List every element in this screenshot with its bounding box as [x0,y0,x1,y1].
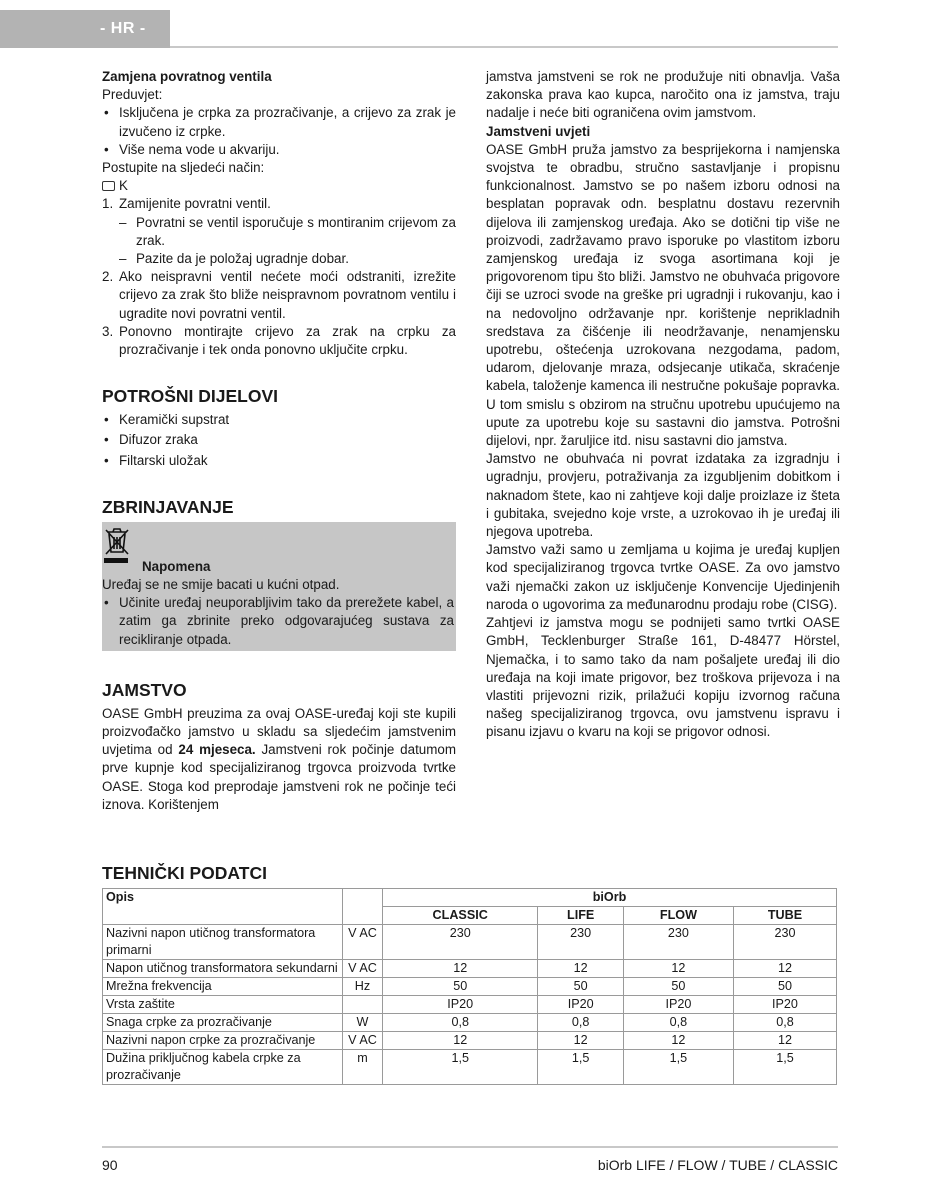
row-description: Nazivni napon utičnog transformatora primarni [103,925,343,960]
sub-item: – Pazite da je položaj ugradnje dobar. [102,250,456,268]
row-value: 1,5 [538,1050,624,1085]
row-description: Snaga crpke za prozračivanje [103,1014,343,1032]
row-value: 0,8 [733,1014,836,1032]
terms-paragraph: OASE GmbH pruža jamstvo za besprijekorna i namjenska svojstva te obradbu, stručno sastavljanje i propisnu funkcionalnost. Jamstvo se po našem izboru odnosi na besplatan popravak odn. besplatnu dostavu rezervnih dijelova ili zamjenskog uređaja. Ako se dotični tip više ne proizvodi, zadržavamo pravo isporuke po vlastitom izboru zamjenskog uređaja iz svoga asortimana koji je prigovorenom tipu što bliži. Jamstvo ne obuhvaća prigovore čiji se uzroci svode na greške pri ugradnji i rukovanju, kao i na nedovoljno održavanje npr. korištenje neprikladnih sredstava za čišćenje ili neodržavanje, nenamjensku upotrebu, oštećenja uzrokovana nezgodama, padom, udarom, djelovanje mraza, odsjecanje utikača, skraćenje kabela, taloženje kamenca ili nestručne pokušaje popravka. U tom smislu s obzirom na stručnu upotrebu upućujemo na upute za upotrebu koje su sastavni dio jamstva. Potrošni dijelovi, npr. žaruljice itd. nisu sastavni dio jamstva. [486,141,840,449]
row-value: 1,5 [623,1050,733,1085]
terms-paragraph: Jamstvo ne obuhvaća ni povrat izdataka za izgradnju i ugradnju, provjeru, potraživanja za izgubljenim dobitkom i naknadom štete, kao ni zahtjeve koji dalje proizlaze iz šteta i gubitaka, svejedno koje vrste, a uzrokovao ih je uređaj ili njegova upotreba. [486,451,840,540]
left-column [102,68,456,814]
table-header-row [103,889,837,907]
row-value: 1,5 [383,1050,538,1085]
step-number: 1. [102,196,114,212]
row-unit: W [343,1014,383,1032]
warranty-text [102,705,456,814]
row-value: 12 [383,960,538,978]
list-item: • Difuzor zraka [102,431,456,449]
table-row [103,1050,837,1085]
row-value: 12 [538,1032,624,1050]
table-row [103,960,837,978]
step-item [102,323,456,359]
row-value: IP20 [733,996,836,1014]
row-unit: V AC [343,1032,383,1050]
step-number: 2. [102,269,114,285]
step-text: Zamijenite povratni ventil. [119,196,271,212]
row-unit [343,996,383,1014]
list-item: • Filtarski uložak [102,452,456,470]
language-tab: - HR - [0,10,170,48]
list-item: • Isključena je crpka za prozračivanje, a crijevo za zrak je izvučeno iz crpke. [102,104,456,140]
crossed-bin-icon [102,526,132,566]
step-item [102,195,456,213]
figure-letter: K [119,178,128,194]
page-number: 90 [102,1157,118,1173]
row-value: 12 [733,1032,836,1050]
row-unit: Hz [343,978,383,996]
row-description: Vrsta zaštite [103,996,343,1014]
note-box [102,522,456,651]
row-value: IP20 [538,996,624,1014]
prereq-list [102,104,456,159]
row-value: 230 [383,925,538,960]
footer-product-title: biOrb LIFE / FLOW / TUBE / CLASSIC [597,1157,838,1173]
row-value: 12 [623,1032,733,1050]
row-value: 50 [733,978,836,996]
figure-icon [102,181,115,191]
row-unit: m [343,1050,383,1085]
column-header-model: FLOW [623,907,733,925]
row-value: IP20 [383,996,538,1014]
row-value: 50 [623,978,733,996]
row-value: 230 [538,925,624,960]
consumables-title: POTROŠNI DIJELOVI [102,386,278,407]
warranty-title: JAMSTVO [102,679,187,700]
terms-title: Jamstveni uvjeti [486,123,591,139]
column-header-description: Opis [103,889,343,925]
column-header-model: LIFE [538,907,624,925]
terms-paragraph: Zahtjevi iz jamstva mogu se podnijeti samo tvrtki OASE GmbH, Tecklenburger Straße 161, D-48477 Hörstel, Njemačka, i to samo tako da nam pošaljete uređaj ili dio uređaja na koji imate prigovor, bez troškova prijevoza i na vlastiti prijevozni rizik, prilažući kopiju izvornog računa našeg specijaliziranog trgovca, ovu jamstvenu ispravu i pisanu izjavu o kvaru na koji se prigovor odnosi. [486,615,840,740]
note-list [102,594,456,649]
warranty-period: 24 mjeseca. [178,742,256,758]
row-unit: V AC [343,960,383,978]
row-value: 1,5 [733,1050,836,1085]
tech-data-table [102,888,837,1085]
table-row [103,1032,837,1050]
row-value: 12 [733,960,836,978]
table-row [103,978,837,996]
consumables-list [102,411,456,470]
table-row [103,1014,837,1032]
header-rule [170,46,838,48]
footer-rule [102,1146,838,1148]
row-unit: V AC [343,925,383,960]
row-description: Dužina priključnog kabela crpke za prozračivanje [103,1050,343,1085]
row-value: 0,8 [538,1014,624,1032]
row-value: 12 [538,960,624,978]
row-value: 50 [383,978,538,996]
warranty-text-end: Jamstveni rok počinje datumom prve kupnje kod specijaliziranog trgovca proizvoda tvrtke OASE. Stoga kod preprodaje jamstveni rok ne počinje teći iznova. Korištenjem [102,742,456,812]
row-value: 230 [623,925,733,960]
column-header-model: CLASSIC [383,907,538,925]
step-item [102,268,456,323]
procedure-label: Postupite na sljedeći način: [102,160,265,176]
figure-reference [102,177,456,195]
warranty-text-start: OASE GmbH preuzima za ovaj OASE-uređaj koji ste kupili proizvođačko jamstvo u skladu sa sljedećim jamstvenim uvjetima od [102,705,456,758]
list-item: • Keramički supstrat [102,411,456,429]
row-value: 12 [383,1032,538,1050]
column-header-group: biOrb [383,889,837,907]
row-value: 50 [538,978,624,996]
row-description: Napon utičnog transformatora sekundarni [103,960,343,978]
step-list [102,268,456,359]
table-row [103,925,837,960]
warranty-continued: jamstva jamstveni se rok ne produžuje niti obnavlja. Vaša zakonska prava kao kupca, naročito ona iz jamstva, traju nadalje i neće biti ograničena ovim jamstvom. [486,69,840,121]
row-value: 0,8 [623,1014,733,1032]
valve-section-title: Zamjena povratnog ventila [102,69,272,84]
list-item: • Učinite uređaj neuporabljivim tako da prerežete kabel, a zatim ga zbrinite preko odgovarajućeg sustava za recikliranje otpada. [102,594,454,649]
step-number: 3. [102,323,114,339]
right-column [486,68,840,742]
row-value: 230 [733,925,836,960]
table-row [103,996,837,1014]
sub-item: – Povratni se ventil isporučuje s montiranim crijevom za zrak. [102,214,456,250]
step-text: Ako neispravni ventil nećete moći odstraniti, izrežite crijevo za zrak što bliže neispravnom povratnom ventilu i ugradite novi povratni ventil. [119,269,456,321]
step-text: Ponovno montirajte crijevo za zrak na crpku za prozračivanje i tek onda ponovno uključite crpku. [119,323,456,358]
column-header-model: TUBE [733,907,836,925]
tech-data-title: TEHNIČKI PODATCI [102,863,267,883]
note-title: Napomena [142,558,211,574]
disposal-title: ZBRINJAVANJE [102,496,234,517]
row-description: Mrežna frekvencija [103,978,343,996]
row-value: 0,8 [383,1014,538,1032]
note-text: Uređaj se ne smije bacati u kućni otpad. [102,577,340,593]
step-list [102,195,456,213]
terms-paragraph: Jamstvo važi samo u zemljama u kojima je uređaj kupljen kod specijaliziranog trgovca tvrtke OASE. Za ovo jamstvo važi njemački zakon uz isključenje Konvencije Ujedinjenih naroda o ugovorima za međunarodnu prodaju robe (CISG). [486,542,840,612]
prereq-label: Preduvjet: [102,87,163,103]
list-item: • Više nema vode u akvariju. [102,141,456,159]
row-description: Nazivni napon crpke za prozračivanje [103,1032,343,1050]
row-value: IP20 [623,996,733,1014]
step-sub-list [102,214,456,269]
column-header-unit [343,889,383,925]
row-value: 12 [623,960,733,978]
